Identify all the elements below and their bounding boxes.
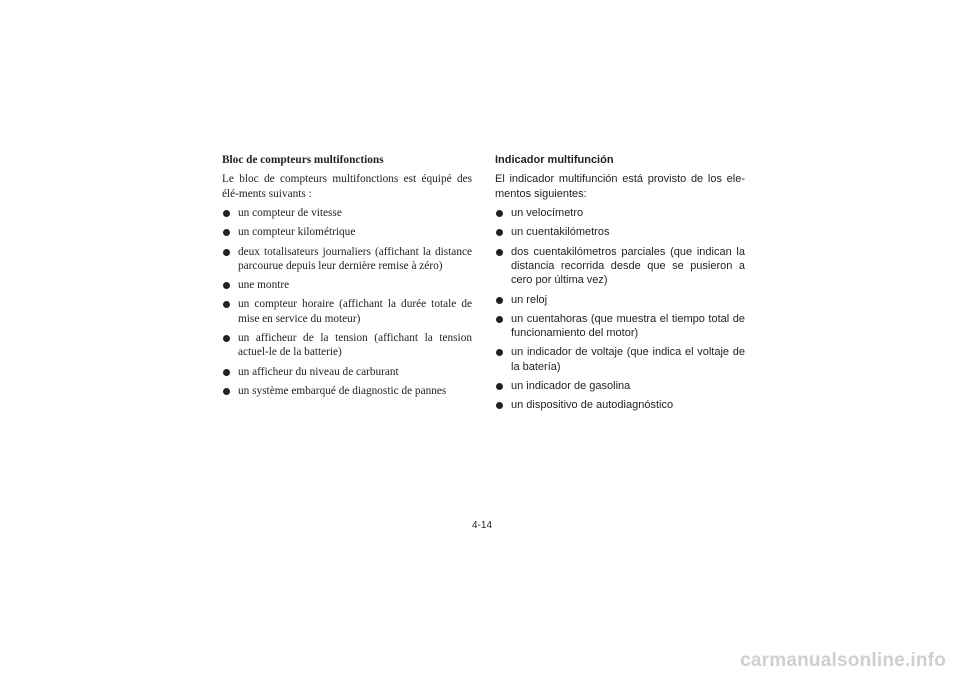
bullet-icon	[496, 210, 503, 217]
list-item	[222, 384, 472, 398]
french-column	[222, 153, 472, 403]
list-item-text: un dispositivo de autodiagnóstico	[511, 399, 674, 412]
spanish-heading: Indicador multifunción	[495, 154, 614, 166]
list-item-text: un reloj	[511, 293, 548, 306]
list-item	[495, 225, 745, 239]
spanish-feature-list	[495, 206, 745, 412]
watermark: carmanualsonline.info	[740, 650, 946, 671]
list-item	[222, 331, 472, 360]
list-item	[495, 312, 745, 341]
bullet-icon	[223, 335, 230, 342]
list-item-text: un afficheur du niveau de carburant	[238, 365, 399, 378]
list-item	[495, 345, 745, 374]
bullet-icon	[223, 210, 230, 217]
bullet-icon	[496, 249, 503, 256]
bullet-icon	[223, 388, 230, 395]
bullet-icon	[223, 249, 230, 256]
list-item-text: un indicador de voltaje (que indica el voltaje de la batería)	[511, 346, 745, 373]
list-item	[495, 206, 745, 220]
french-intro: Le bloc de compteurs multifonctions est équipé des élé-ments suivants :	[222, 173, 472, 200]
list-item-text: un afficheur de la tension (affichant la tension actuel-le de la batterie)	[238, 332, 472, 359]
bullet-icon	[223, 229, 230, 236]
spanish-column	[495, 153, 745, 417]
list-item	[495, 379, 745, 393]
bullet-icon	[496, 316, 503, 323]
bullet-icon	[496, 402, 503, 409]
list-item-text: un compteur horaire (affichant la durée totale de mise en service du moteur)	[238, 298, 472, 325]
french-feature-list	[222, 206, 472, 398]
list-item	[222, 278, 472, 292]
french-heading: Bloc de compteurs multifonctions	[222, 154, 384, 166]
list-item-text: un indicador de gasolina	[511, 380, 631, 393]
list-item-text: deux totalisateurs journaliers (affichant la distance parcourue depuis leur dernière remise à zéro)	[238, 245, 472, 273]
list-item	[495, 398, 745, 412]
bullet-icon	[223, 369, 230, 376]
bullet-icon	[496, 349, 503, 356]
bullet-icon	[223, 301, 230, 308]
list-item-text: un cuentahoras (que muestra el tiempo total de funcionamiento del motor)	[511, 312, 745, 340]
bullet-icon	[496, 229, 503, 236]
list-item-text: dos cuentakilómetros parciales (que indican la distancia recorrida desde que se pusieron a cero por última vez)	[511, 245, 745, 287]
list-item-text: un compteur kilométrique	[238, 226, 356, 239]
list-item	[222, 225, 472, 239]
list-item	[222, 245, 472, 274]
list-item	[222, 206, 472, 220]
bullet-icon	[223, 282, 230, 289]
list-item	[495, 293, 745, 307]
list-item-text: une montre	[238, 279, 290, 292]
list-item	[222, 297, 472, 326]
list-item-text: un velocímetro	[511, 207, 584, 220]
list-item	[222, 365, 472, 379]
list-item-text: un cuentakilómetros	[511, 226, 610, 239]
bullet-icon	[496, 383, 503, 390]
bullet-icon	[496, 297, 503, 304]
list-item-text: un système embarqué de diagnostic de pannes	[238, 384, 447, 397]
list-item-text: un compteur de vitesse	[238, 207, 342, 220]
list-item	[495, 245, 745, 288]
page-number: 4-14	[471, 520, 492, 531]
spanish-intro: El indicador multifunción está provisto de los ele-mentos siguientes:	[495, 173, 745, 200]
